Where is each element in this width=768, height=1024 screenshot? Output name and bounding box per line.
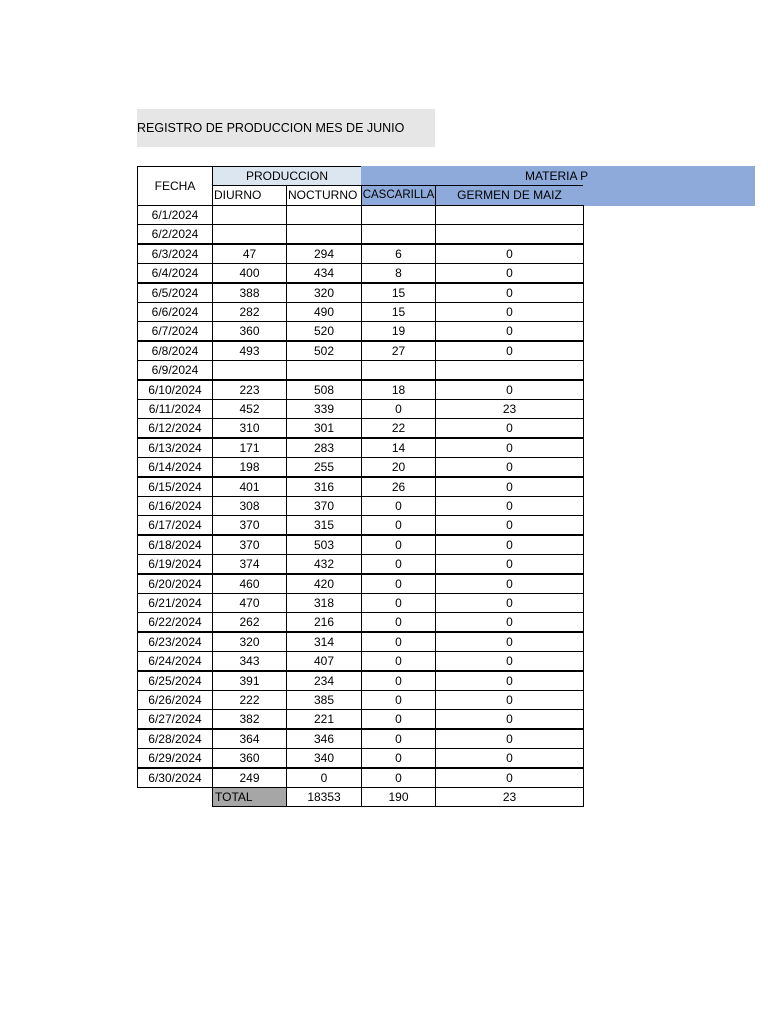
cell-germen[interactable]: 0	[435, 341, 584, 361]
cell-germen[interactable]: 0	[435, 263, 584, 283]
cell-fecha[interactable]: 6/23/2024	[137, 632, 213, 652]
cell-fecha[interactable]: 6/20/2024	[137, 574, 213, 594]
cell-germen[interactable]: 0	[435, 748, 584, 768]
cell-nocturno[interactable]: 318	[286, 593, 362, 613]
cell-cascarilla[interactable]: 0	[361, 651, 436, 671]
cell-nocturno[interactable]: 432	[286, 554, 362, 574]
cell-cascarilla[interactable]: 0	[361, 690, 436, 710]
table-row	[137, 612, 584, 632]
cell-diurno[interactable]: 249	[212, 768, 287, 788]
cell-nocturno[interactable]: 294	[286, 244, 362, 264]
header-fecha[interactable]: FECHA	[137, 166, 213, 206]
cell-diurno[interactable]: 222	[212, 690, 287, 710]
table-row	[137, 632, 584, 652]
cell-diurno[interactable]: 374	[212, 554, 287, 574]
cell-nocturno[interactable]: 508	[286, 380, 362, 400]
table-row	[137, 380, 584, 400]
cell-germen[interactable]: 0	[435, 457, 584, 477]
cell-diurno[interactable]: 320	[212, 632, 287, 652]
cell-diurno[interactable]: 382	[212, 709, 287, 729]
table-row	[137, 515, 584, 535]
cell-diurno[interactable]: 47	[212, 244, 287, 264]
table-row	[137, 768, 584, 788]
cell-germen[interactable]: 0	[435, 438, 584, 458]
table-row	[137, 418, 584, 438]
cell-cascarilla[interactable]: 6	[361, 244, 436, 264]
cell-nocturno[interactable]: 434	[286, 263, 362, 283]
cell-nocturno[interactable]: 346	[286, 729, 362, 749]
cell-diurno[interactable]: 370	[212, 535, 287, 555]
cell-germen[interactable]: 23	[435, 399, 584, 419]
cell-germen[interactable]: 0	[435, 709, 584, 729]
cell-fecha[interactable]: 6/8/2024	[137, 341, 213, 361]
cell-germen[interactable]: 0	[435, 671, 584, 691]
header-diurno[interactable]: DIURNO	[212, 185, 287, 206]
cell-cascarilla[interactable]: 0	[361, 612, 436, 632]
cell-diurno[interactable]: 198	[212, 457, 287, 477]
cell-fecha[interactable]: 6/1/2024	[137, 205, 213, 225]
cell-nocturno[interactable]: 255	[286, 457, 362, 477]
cell-diurno[interactable]: 360	[212, 748, 287, 768]
cell-germen[interactable]: 0	[435, 496, 584, 516]
cell-fecha[interactable]: 6/25/2024	[137, 671, 213, 691]
cell-cascarilla[interactable]	[361, 205, 436, 225]
cell-cascarilla[interactable]: 20	[361, 457, 436, 477]
table-row	[137, 205, 584, 225]
cell-diurno[interactable]: 343	[212, 651, 287, 671]
header-cascarilla[interactable]: CASCARILLA	[361, 185, 436, 206]
cell-nocturno[interactable]: 315	[286, 515, 362, 535]
cell-germen[interactable]: 0	[435, 729, 584, 749]
cell-germen[interactable]: 0	[435, 768, 584, 788]
table-row	[137, 302, 584, 322]
cell-cascarilla[interactable]: 15	[361, 283, 436, 303]
cell-nocturno[interactable]: 221	[286, 709, 362, 729]
cell-cascarilla[interactable]: 0	[361, 574, 436, 594]
cell-cascarilla[interactable]: 0	[361, 632, 436, 652]
cell-diurno[interactable]	[212, 360, 287, 380]
table-row	[137, 554, 584, 574]
cell-germen[interactable]: 0	[435, 302, 584, 322]
cell-cascarilla[interactable]: 14	[361, 438, 436, 458]
cell-nocturno[interactable]: 320	[286, 283, 362, 303]
cell-cascarilla[interactable]: 0	[361, 496, 436, 516]
cell-nocturno[interactable]: 407	[286, 651, 362, 671]
cell-germen[interactable]: 0	[435, 554, 584, 574]
header-germen[interactable]: GERMEN DE MAIZ	[435, 185, 584, 206]
cell-fecha[interactable]: 6/26/2024	[137, 690, 213, 710]
cell-fecha[interactable]: 6/19/2024	[137, 554, 213, 574]
sheet-title: REGISTRO DE PRODUCCION MES DE JUNIO	[137, 109, 435, 147]
table-row	[137, 535, 584, 555]
header-materia-extension	[583, 185, 755, 206]
cell-germen[interactable]: 0	[435, 380, 584, 400]
cell-fecha[interactable]: 6/29/2024	[137, 748, 213, 768]
cell-fecha[interactable]: 6/16/2024	[137, 496, 213, 516]
cell-cascarilla[interactable]: 0	[361, 709, 436, 729]
table-row	[137, 651, 584, 671]
cell-nocturno[interactable]: 370	[286, 496, 362, 516]
cell-cascarilla[interactable]: 0	[361, 593, 436, 613]
cell-germen[interactable]: 0	[435, 515, 584, 535]
total-label[interactable]: TOTAL	[212, 787, 287, 807]
table-row	[137, 748, 584, 768]
cell-fecha[interactable]: 6/7/2024	[137, 321, 213, 341]
cell-cascarilla[interactable]: 0	[361, 554, 436, 574]
cell-nocturno[interactable]: 503	[286, 535, 362, 555]
cell-nocturno[interactable]: 234	[286, 671, 362, 691]
table-row	[137, 593, 584, 613]
cell-fecha[interactable]: 6/28/2024	[137, 729, 213, 749]
header-produccion[interactable]: PRODUCCION	[212, 166, 362, 186]
cell-diurno[interactable]	[212, 205, 287, 225]
total-germen[interactable]: 23	[435, 787, 584, 807]
cell-diurno[interactable]: 310	[212, 418, 287, 438]
cell-cascarilla[interactable]: 27	[361, 341, 436, 361]
cell-diurno[interactable]: 308	[212, 496, 287, 516]
cell-fecha[interactable]: 6/15/2024	[137, 477, 213, 497]
cell-diurno[interactable]: 460	[212, 574, 287, 594]
cell-cascarilla[interactable]: 0	[361, 768, 436, 788]
cell-germen[interactable]: 0	[435, 651, 584, 671]
table-row	[137, 457, 584, 477]
cell-germen[interactable]: 0	[435, 283, 584, 303]
cell-diurno[interactable]: 171	[212, 438, 287, 458]
cell-fecha[interactable]: 6/21/2024	[137, 593, 213, 613]
cell-diurno[interactable]	[212, 224, 287, 244]
cell-diurno[interactable]: 470	[212, 593, 287, 613]
cell-germen[interactable]: 0	[435, 632, 584, 652]
cell-diurno[interactable]: 400	[212, 263, 287, 283]
cell-fecha[interactable]: 6/27/2024	[137, 709, 213, 729]
cell-germen[interactable]: 0	[435, 244, 584, 264]
cell-germen[interactable]	[435, 360, 584, 380]
cell-diurno[interactable]: 391	[212, 671, 287, 691]
table-row	[137, 709, 584, 729]
cell-cascarilla[interactable]: 18	[361, 380, 436, 400]
table-row	[137, 244, 584, 264]
table-row	[137, 477, 584, 497]
table-row	[137, 729, 584, 749]
cell-germen[interactable]: 0	[435, 574, 584, 594]
cell-cascarilla[interactable]: 8	[361, 263, 436, 283]
cell-germen[interactable]	[435, 224, 584, 244]
table-row	[137, 283, 584, 303]
cell-fecha[interactable]: 6/12/2024	[137, 418, 213, 438]
cell-germen[interactable]: 0	[435, 477, 584, 497]
table-row	[137, 341, 584, 361]
cell-fecha[interactable]: 6/11/2024	[137, 399, 213, 419]
cell-fecha[interactable]: 6/14/2024	[137, 457, 213, 477]
cell-cascarilla[interactable]	[361, 360, 436, 380]
cell-diurno[interactable]: 360	[212, 321, 287, 341]
cell-fecha[interactable]: 6/30/2024	[137, 768, 213, 788]
cell-diurno[interactable]: 282	[212, 302, 287, 322]
cell-nocturno[interactable]: 301	[286, 418, 362, 438]
cell-cascarilla[interactable]: 26	[361, 477, 436, 497]
total-produccion[interactable]: 18353	[286, 787, 362, 807]
cell-fecha[interactable]: 6/22/2024	[137, 612, 213, 632]
cell-diurno[interactable]: 452	[212, 399, 287, 419]
cell-fecha[interactable]: 6/13/2024	[137, 438, 213, 458]
cell-fecha[interactable]: 6/5/2024	[137, 283, 213, 303]
cell-diurno[interactable]: 370	[212, 515, 287, 535]
cell-cascarilla[interactable]	[361, 224, 436, 244]
total-empty-cell[interactable]	[137, 787, 213, 807]
cell-nocturno[interactable]: 316	[286, 477, 362, 497]
table-row	[137, 224, 584, 244]
cell-nocturno[interactable]: 385	[286, 690, 362, 710]
cell-nocturno[interactable]	[286, 205, 362, 225]
cell-germen[interactable]: 0	[435, 418, 584, 438]
cell-germen[interactable]: 0	[435, 321, 584, 341]
cell-fecha[interactable]: 6/10/2024	[137, 380, 213, 400]
header-nocturno[interactable]: NOCTURNO	[286, 185, 362, 206]
cell-nocturno[interactable]: 520	[286, 321, 362, 341]
cell-diurno[interactable]: 223	[212, 380, 287, 400]
cell-fecha[interactable]: 6/9/2024	[137, 360, 213, 380]
cell-germen[interactable]: 0	[435, 690, 584, 710]
table-row	[137, 438, 584, 458]
cell-germen[interactable]: 0	[435, 593, 584, 613]
header-materia[interactable]	[361, 166, 755, 186]
cell-fecha[interactable]: 6/17/2024	[137, 515, 213, 535]
cell-nocturno[interactable]: 314	[286, 632, 362, 652]
table-row	[137, 263, 584, 283]
cell-cascarilla[interactable]: 0	[361, 748, 436, 768]
cell-cascarilla[interactable]: 0	[361, 535, 436, 555]
cell-nocturno[interactable]: 339	[286, 399, 362, 419]
table-row	[137, 321, 584, 341]
table-row	[137, 574, 584, 594]
total-cascarilla[interactable]: 190	[361, 787, 436, 807]
cell-fecha[interactable]: 6/4/2024	[137, 263, 213, 283]
cell-cascarilla[interactable]: 0	[361, 399, 436, 419]
header-materia-label: MATERIA P	[525, 169, 589, 183]
table-row	[137, 496, 584, 516]
cell-cascarilla[interactable]: 0	[361, 515, 436, 535]
cell-nocturno[interactable]: 502	[286, 341, 362, 361]
cell-cascarilla[interactable]: 19	[361, 321, 436, 341]
cell-fecha[interactable]: 6/24/2024	[137, 651, 213, 671]
cell-cascarilla[interactable]: 15	[361, 302, 436, 322]
cell-nocturno[interactable]: 216	[286, 612, 362, 632]
cell-fecha[interactable]: 6/18/2024	[137, 535, 213, 555]
cell-diurno[interactable]: 388	[212, 283, 287, 303]
cell-diurno[interactable]: 364	[212, 729, 287, 749]
table-row	[137, 360, 584, 380]
cell-fecha[interactable]: 6/2/2024	[137, 224, 213, 244]
table-row	[137, 399, 584, 419]
cell-fecha[interactable]: 6/3/2024	[137, 244, 213, 264]
cell-nocturno[interactable]	[286, 360, 362, 380]
table-row	[137, 671, 584, 691]
cell-cascarilla[interactable]: 0	[361, 671, 436, 691]
table-row	[137, 690, 584, 710]
cell-nocturno[interactable]: 340	[286, 748, 362, 768]
cell-germen[interactable]: 0	[435, 535, 584, 555]
cell-nocturno[interactable]: 283	[286, 438, 362, 458]
cell-diurno[interactable]: 401	[212, 477, 287, 497]
cell-germen[interactable]	[435, 205, 584, 225]
cell-germen[interactable]: 0	[435, 612, 584, 632]
cell-diurno[interactable]: 493	[212, 341, 287, 361]
cell-nocturno[interactable]: 0	[286, 768, 362, 788]
cell-nocturno[interactable]: 490	[286, 302, 362, 322]
cell-cascarilla[interactable]: 0	[361, 729, 436, 749]
cell-nocturno[interactable]	[286, 224, 362, 244]
cell-fecha[interactable]: 6/6/2024	[137, 302, 213, 322]
cell-nocturno[interactable]: 420	[286, 574, 362, 594]
cell-diurno[interactable]: 262	[212, 612, 287, 632]
cell-cascarilla[interactable]: 22	[361, 418, 436, 438]
